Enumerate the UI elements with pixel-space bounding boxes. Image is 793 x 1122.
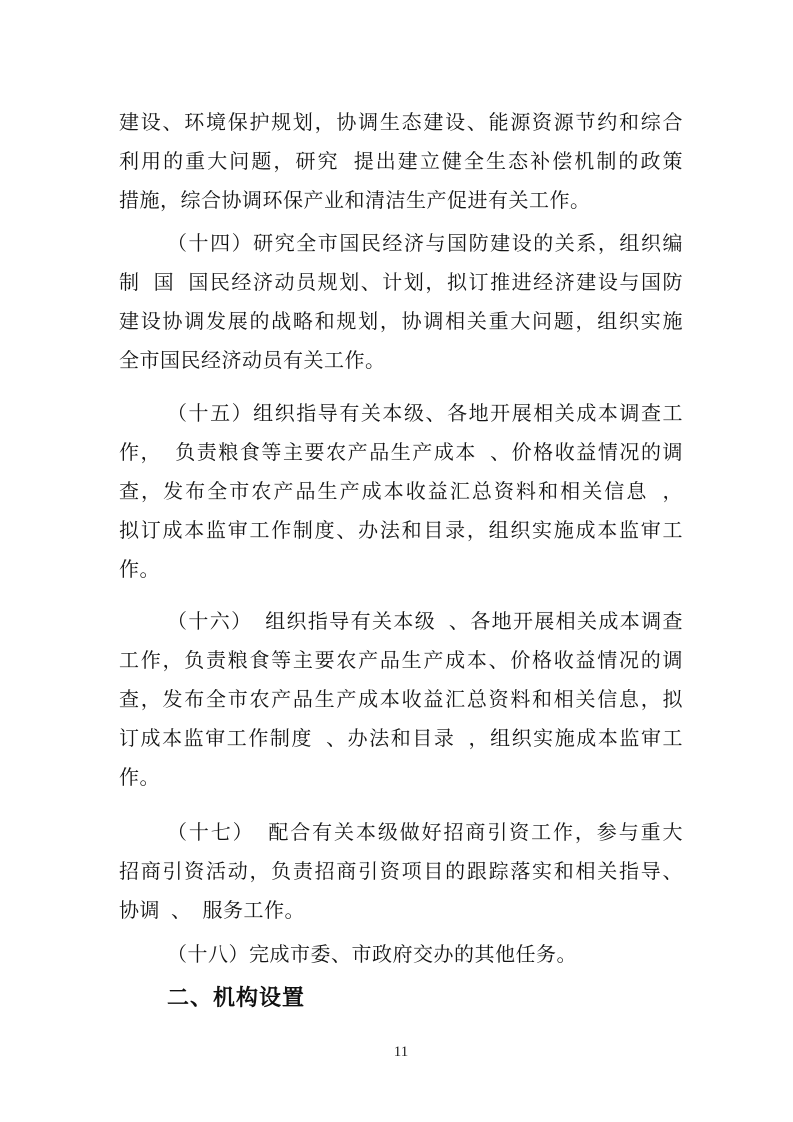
text-line: 建设协调发展的战略和规划，协调相关重大问题，组织实施 bbox=[119, 311, 683, 333]
text-line: 利用的重大问题，研究 提出建立健全生态补偿机制的政策 bbox=[119, 151, 683, 173]
text-line: （十五）组织指导有关本级、各地开展相关成本调查工 bbox=[167, 403, 683, 425]
text-line: （十四）研究全市国民经济与国防建设的关系，组织编 bbox=[167, 233, 683, 255]
text-line: （十六） 组织指导有关本级 、各地开展相关成本调查 bbox=[167, 611, 683, 633]
text-line: （十七） 配合有关本级做好招商引资工作，参与重大 bbox=[167, 822, 683, 844]
text-line: 查，发布全市农产品生产成本收益汇总资料和相关信息，拟 bbox=[119, 689, 683, 711]
text-line: 作， 负责粮食等主要农产品生产成本 、价格收益情况的调 bbox=[119, 442, 683, 464]
text-line: （十八）完成市委、市政府交办的其他任务。 bbox=[167, 944, 577, 966]
text-line: 建设、环境保护规划，协调生态建设、能源资源节约和综合 bbox=[119, 112, 683, 134]
text-line: 协调 、 服务工作。 bbox=[119, 900, 305, 922]
paragraph-13-continuation bbox=[119, 104, 683, 221]
text-line: 制 国 国民经济动员规划、计划，拟订推进经济建设与国防 bbox=[119, 272, 683, 294]
paragraph-16 bbox=[119, 603, 683, 798]
paragraph-14 bbox=[119, 225, 683, 381]
text-line: 措施，综合协调环保产业和清洁生产促进有关工作。 bbox=[119, 190, 591, 212]
page-number: 11 bbox=[393, 1044, 409, 1060]
paragraph-15 bbox=[119, 395, 683, 590]
text-line: 拟订成本监审工作制度、办法和目录，组织实施成本监审工 bbox=[119, 520, 683, 542]
text-line: 作。 bbox=[119, 767, 160, 789]
text-line: 招商引资活动，负责招商引资项目的跟踪落实和相关指导、 bbox=[119, 861, 683, 883]
text-line: 工作，负责粮食等主要农产品生产成本、价格收益情况的调 bbox=[119, 650, 683, 672]
text-line: 全市国民经济动员有关工作。 bbox=[119, 350, 386, 372]
text-line: 订成本监审工作制度 、办法和目录 ，组织实施成本监审工 bbox=[119, 728, 683, 750]
paragraph-17 bbox=[119, 814, 683, 931]
text-line: 作。 bbox=[119, 559, 160, 581]
paragraph-18 bbox=[119, 936, 683, 975]
section-heading: 二、机构设置 bbox=[167, 985, 306, 1010]
text-line: 查，发布全市农产品生产成本收益汇总资料和相关信息 ， bbox=[119, 481, 683, 503]
document-body bbox=[119, 104, 683, 1017]
